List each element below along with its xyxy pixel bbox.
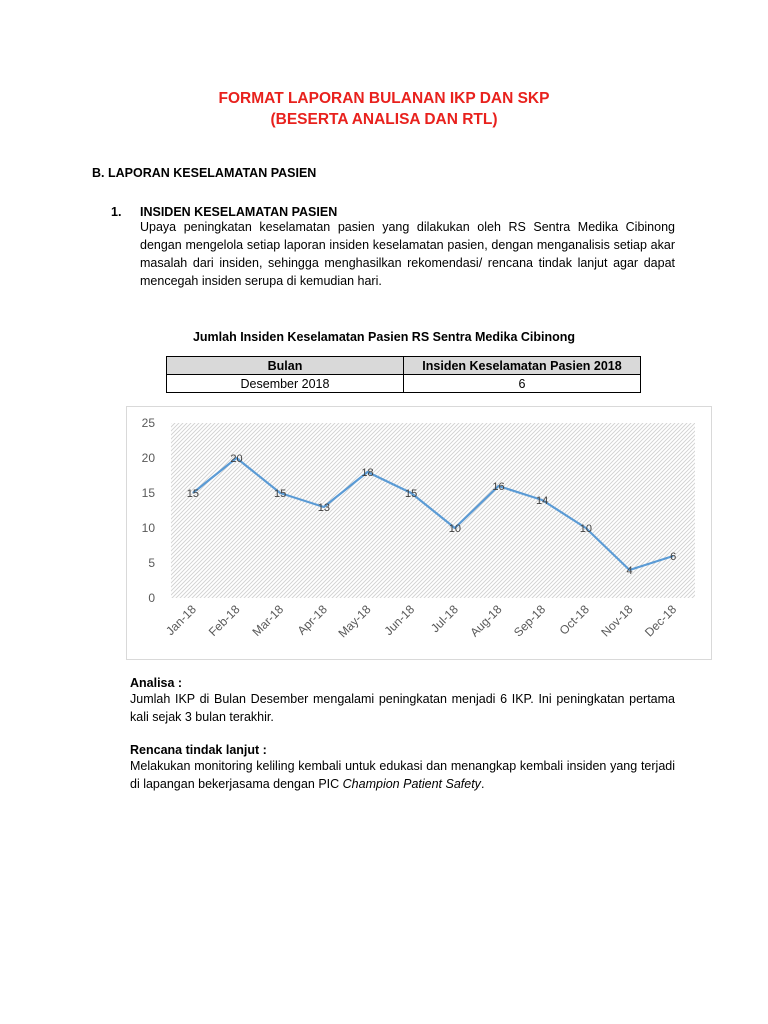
data-label: 10 [448,523,461,535]
x-tick-label: Mar-18 [249,602,287,640]
y-tick-label: 20 [141,451,155,465]
y-tick-label: 5 [148,556,155,570]
incident-table [166,356,641,393]
data-label: 10 [579,523,592,535]
data-label: 4 [626,565,633,577]
x-tick-label: Sep-18 [511,602,549,640]
x-tick-label: Feb-18 [205,602,243,640]
x-tick-label: Jun-18 [381,602,418,639]
table-caption: Jumlah Insiden Keselamatan Pasien RS Sentra Medika Cibinong [192,330,576,344]
followup-end: . [480,777,485,791]
data-label: 14 [536,495,549,507]
item-body: Upaya peningkatan keselamatan pasien yang dilakukan oleh RS Sentra Medika Cibinong dengan mengelola setiap laporan insiden keselamatan pasien, dengan menganalisis setiap akar masalah dari insiden, sehingga menghasilkan rekomendasi/ rencana tindak lanjut agar dapat mencegah insiden serupa di kemudian hari. [140,220,675,288]
data-label: 15 [274,488,287,500]
followup-heading: Rencana tindak lanjut : [130,743,267,757]
table-row [167,375,641,393]
item-number: 1. [111,205,122,219]
table-header-cell: Insiden Keselamatan Pasien 2018 [404,357,641,375]
line-chart [127,407,711,659]
document-title-line2: (BESERTA ANALISA DAN RTL) [270,111,498,128]
data-label: 13 [317,502,330,514]
y-tick-label: 0 [148,591,155,605]
table-header-cell: Bulan [167,357,404,375]
followup-emphasis: Champion Patient Safety [342,777,481,791]
x-tick-label: Aug-18 [467,602,505,640]
x-tick-label: Nov-18 [598,602,636,640]
table-cell: 6 [404,375,641,393]
data-label: 16 [492,481,505,493]
data-label: 15 [186,488,199,500]
analysis-heading: Analisa : [130,676,183,690]
data-label: 6 [670,551,677,563]
x-tick-label: Jul-18 [427,602,461,636]
table-cell: Desember 2018 [167,375,404,393]
section-heading: B. LAPORAN KESELAMATAN PASIEN [92,166,317,180]
data-label: 18 [361,467,374,479]
x-tick-label: Oct-18 [556,602,592,638]
y-tick-label: 25 [141,416,155,430]
chart-container [126,406,712,660]
y-tick-label: 10 [141,521,155,535]
document-title-line1: FORMAT LAPORAN BULANAN IKP DAN SKP [218,90,550,107]
followup-text: Melakukan monitoring keliling kembali untuk edukasi dan menangkap kembali insiden yang terjadi di lapangan bekerjasama dengan PIC [130,759,675,791]
x-tick-label: Dec-18 [642,602,680,640]
table-header-row [167,357,641,375]
x-tick-label: Apr-18 [294,602,330,638]
data-label: 20 [230,453,243,465]
y-tick-label: 15 [141,486,155,500]
x-tick-label: Jan-18 [163,602,199,639]
analysis-body: Jumlah IKP di Bulan Desember mengalami peningkatan menjadi 6 IKP. Ini peningkatan pertama kali sejak 3 bulan terakhir. [130,692,675,724]
item-title: INSIDEN KESELAMATAN PASIEN [140,205,338,219]
data-label: 15 [405,488,418,500]
followup-body [130,757,675,793]
x-tick-label: May-18 [335,602,374,641]
